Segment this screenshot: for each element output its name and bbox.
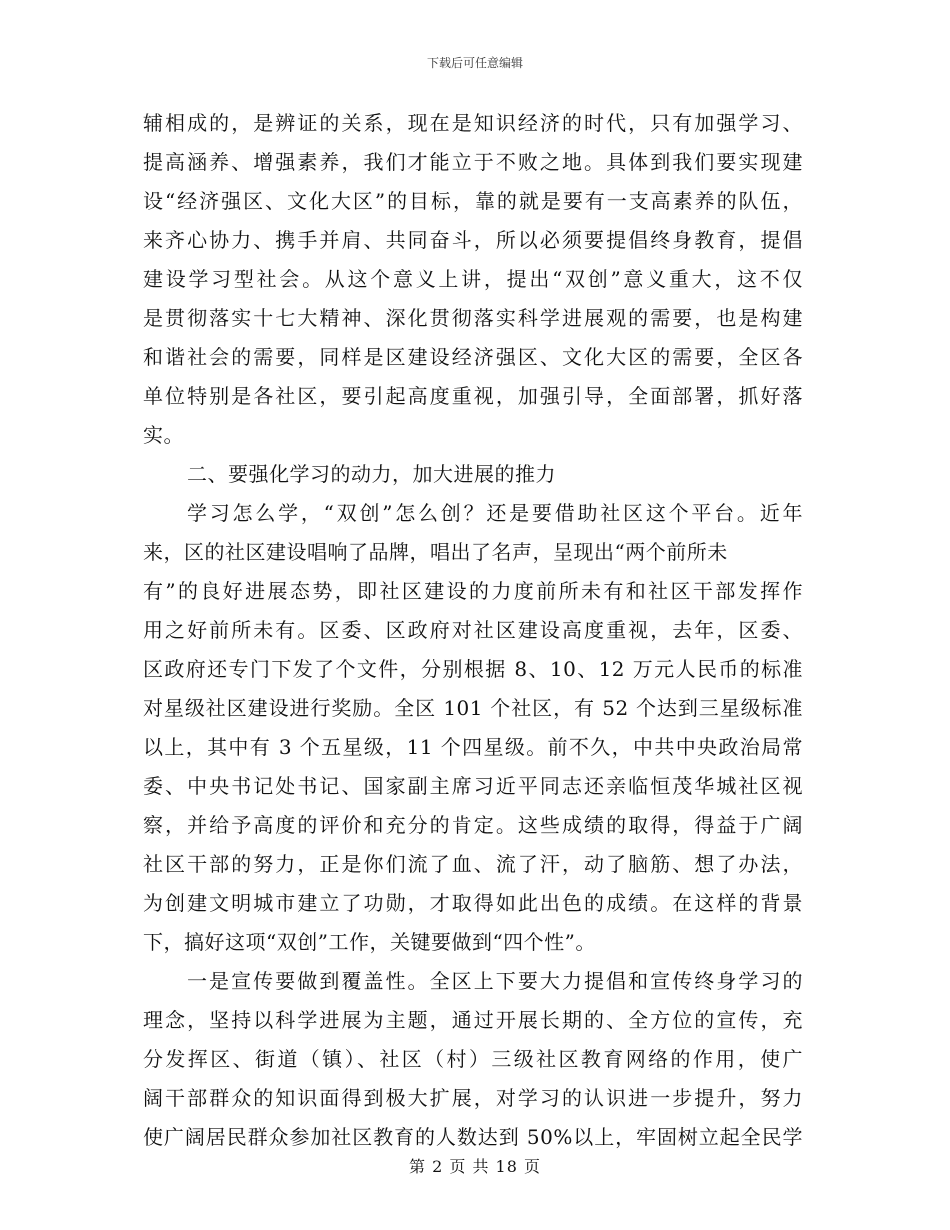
text-line: 阔干部群众的知识面得到极大扩展，对学习的认识进一步提升，努力 (143, 1086, 803, 1110)
text-line: 使广阔居民群众参加社区教育的人数达到 50%以上，牢固树立起全民学 (143, 1125, 803, 1149)
text-line: 委、中央书记处书记、国家副主席习近平同志还亲临恒茂华城社区视 (143, 774, 803, 798)
text-line: 分发挥区、街道（镇）、社区（村）三级社区教育网络的作用，使广 (143, 1047, 803, 1071)
text-line: 以上，其中有 3 个五星级，11 个四星级。前不久，中共中央政治局常 (143, 735, 803, 759)
text-line: 学习怎么学，“双创”怎么创？还是要借助社区这个平台。近年 (187, 501, 803, 525)
text-line: 辅相成的，是辨证的关系，现在是知识经济的时代，只有加强学习、 (143, 111, 803, 135)
text-line: 和谐社会的需要，同样是区建设经济强区、文化大区的需要，全区各 (143, 345, 803, 369)
text-line: 一是宣传要做到覆盖性。全区上下要大力提倡和宣传终身学习的 (187, 969, 803, 993)
text-line: 是贯彻落实十七大精神、深化贯彻落实科学进展观的需要，也是构建 (143, 306, 803, 330)
text-line: 社区干部的努力，正是你们流了血、流了汗，动了脑筋、想了办法， (143, 852, 803, 876)
text-line: 建设学习型社会。从这个意义上讲，提出“双创”意义重大，这不仅 (143, 267, 803, 291)
text-line: 提高涵养、增强素养，我们才能立于不败之地。具体到我们要实现建 (143, 150, 803, 174)
text-line: 来，区的社区建设唱响了品牌，唱出了名声，呈现出“两个前所未 (143, 540, 728, 564)
text-line: 用之好前所未有。区委、区政府对社区建设高度重视，去年，区委、 (143, 618, 803, 642)
document-body (143, 104, 803, 1157)
page-header: 下载后可任意编辑 (426, 56, 523, 70)
text-line: 下，搞好这项“双创”工作，关键要做到“四个性”。 (143, 930, 596, 954)
text-line: 区政府还专门下发了个文件，分别根据 8、10、12 万元人民币的标准 (143, 657, 803, 681)
text-line: 二、要强化学习的动力，加大进展的推力 (187, 462, 556, 486)
page-footer: 第 2 页 共 18 页 (409, 1157, 541, 1176)
text-line: 理念，坚持以科学进展为主题，通过开展长期的、全方位的宣传，充 (143, 1008, 803, 1032)
text-line: 为创建文明城市建立了功勋，才取得如此出色的成绩。在这样的背景 (143, 891, 803, 915)
text-line: 来齐心协力、携手并肩、共同奋斗，所以必须要提倡终身教育，提倡 (143, 228, 803, 252)
text-line: 单位特别是各社区，要引起高度重视，加强引导，全面部署，抓好落 (143, 384, 803, 408)
text-line: 设“经济强区、文化大区”的目标，靠的就是要有一支高素养的队伍， (143, 189, 803, 213)
text-line: 察，并给予高度的评价和充分的肯定。这些成绩的取得，得益于广阔 (143, 813, 803, 837)
text-line: 对星级社区建设进行奖励。全区 101 个社区，有 52 个达到三星级标准 (143, 696, 803, 720)
text-line: 实。 (143, 423, 184, 447)
text-line: 有”的良好进展态势，即社区建设的力度前所未有和社区干部发挥作 (143, 579, 803, 603)
